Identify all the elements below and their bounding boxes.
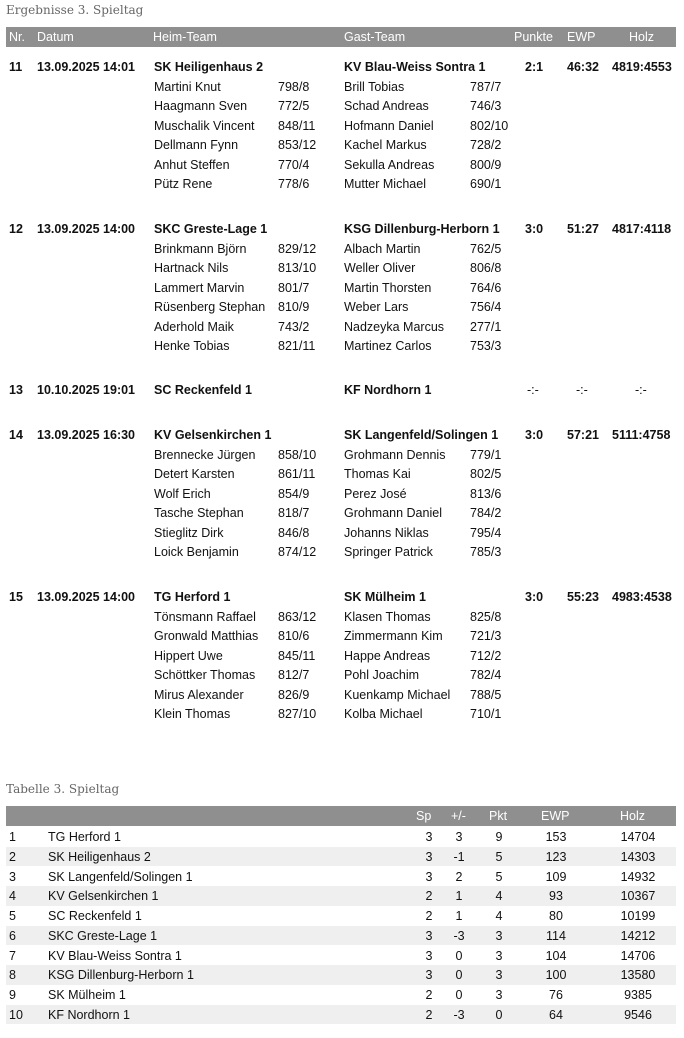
- home-player: Mirus Alexander: [154, 687, 244, 702]
- home-player: Tasche Stephan: [154, 506, 244, 520]
- table-row: [6, 867, 676, 887]
- guest-player-score: 802/5: [470, 467, 502, 481]
- home-player-score: 874/12: [278, 545, 317, 559]
- row-holz: 14212: [620, 928, 656, 943]
- guest-player-score: 764/6: [470, 280, 502, 295]
- guest-player: Brill Tobias: [344, 79, 405, 94]
- row-diff: 2: [455, 869, 463, 884]
- guest-player-score: 784/2: [470, 506, 502, 520]
- table-row: [6, 886, 676, 906]
- row-sp: 2: [425, 1007, 433, 1022]
- guest-player: Perez José: [344, 486, 407, 501]
- guest-player-score: 756/4: [470, 300, 502, 314]
- row-sp: 3: [425, 849, 433, 864]
- row-holz: 9546: [624, 1007, 652, 1022]
- match-points: 3:0: [525, 428, 544, 442]
- home-player-score: 772/5: [278, 99, 310, 113]
- match-points: 3:0: [525, 222, 544, 236]
- guest-player-score: 277/1: [470, 319, 502, 334]
- guest-team: KV Blau-Weiss Sontra 1: [344, 60, 486, 74]
- home-player-score: 810/6: [278, 629, 310, 643]
- row-pos: 8: [9, 968, 16, 983]
- row-sp: 2: [425, 889, 433, 904]
- row-holz: 14932: [620, 869, 656, 884]
- table-row: [6, 926, 676, 946]
- row-holz: 13580: [620, 968, 656, 983]
- row-diff: -3: [453, 928, 465, 943]
- guest-player-score: 762/5: [470, 241, 502, 256]
- guest-player: Albach Martin: [344, 241, 421, 256]
- row-pos: 2: [9, 849, 16, 864]
- row-sp: 3: [425, 869, 433, 884]
- home-player: Stieglitz Dirk: [154, 525, 224, 540]
- home-player-score: 853/12: [278, 138, 317, 152]
- row-team: SC Reckenfeld 1: [48, 909, 142, 923]
- header-ewp: EWP: [567, 30, 596, 44]
- home-player: Lammert Marvin: [154, 280, 245, 295]
- table-title: Tabelle 3. Spieltag: [6, 782, 120, 796]
- row-holz: 9385: [624, 988, 652, 1002]
- home-player: Henke Tobias: [154, 339, 230, 353]
- guest-player: Weller Oliver: [344, 261, 416, 275]
- table-row: [6, 965, 676, 985]
- home-player-score: 827/10: [278, 707, 317, 721]
- guest-player: Johanns Niklas: [344, 525, 429, 540]
- row-pkt: 3: [495, 948, 503, 963]
- home-player: Rüsenberg Stephan: [154, 300, 266, 314]
- row-ewp: 93: [549, 889, 563, 904]
- home-player: Tönsmann Raffael: [154, 609, 256, 624]
- header-holz: Holz: [629, 30, 655, 44]
- guest-player: Klasen Thomas: [344, 609, 431, 624]
- home-player: Pütz Rene: [154, 177, 213, 191]
- row-pos: 3: [9, 869, 16, 884]
- home-player: Brennecke Jürgen: [154, 447, 256, 462]
- match-points: 3:0: [525, 590, 544, 604]
- row-pkt: 3: [495, 988, 503, 1002]
- match-ewp: 51:27: [567, 222, 599, 236]
- home-player-score: 812/7: [278, 668, 310, 682]
- header-diff: +/-: [451, 809, 466, 823]
- guest-player-score: 788/5: [470, 687, 502, 702]
- row-team: KV Blau-Weiss Sontra 1: [48, 948, 182, 963]
- match-holz: 4819:4553: [612, 60, 672, 74]
- row-holz: 10199: [620, 909, 656, 923]
- home-player-score: 821/11: [278, 339, 316, 353]
- home-player: Anhut Steffen: [154, 157, 230, 172]
- row-diff: -1: [453, 849, 465, 864]
- row-ewp: 104: [545, 948, 567, 963]
- home-player-score: 863/12: [278, 609, 317, 624]
- guest-player: Grohmann Daniel: [344, 506, 442, 520]
- header-datum: Datum: [37, 30, 74, 44]
- guest-player-score: 779/1: [470, 447, 502, 462]
- row-pkt: 5: [495, 869, 503, 884]
- home-player: Dellmann Fynn: [154, 138, 239, 152]
- guest-team: SK Langenfeld/Solingen 1: [344, 428, 499, 442]
- guest-player: Zimmermann Kim: [344, 629, 443, 643]
- guest-player-score: 712/2: [470, 648, 502, 663]
- match-date: 13.09.2025 14:00: [37, 590, 136, 604]
- home-player: Haagmann Sven: [154, 99, 248, 113]
- table-row: [6, 847, 676, 867]
- row-pkt: 3: [495, 928, 503, 943]
- home-player-score: 810/9: [278, 300, 310, 314]
- home-player: Aderhold Maik: [154, 319, 234, 334]
- row-team: KSG Dillenburg-Herborn 1: [48, 968, 194, 983]
- match-points: -:-: [527, 383, 539, 397]
- home-player-score: 858/10: [278, 447, 317, 462]
- row-sp: 3: [425, 968, 433, 983]
- header-nr: Nr.: [9, 30, 25, 44]
- match-holz: 5111:4758: [612, 428, 671, 442]
- home-player-score: 813/10: [278, 261, 317, 275]
- row-pkt: 4: [495, 889, 503, 904]
- guest-player-score: 782/4: [470, 668, 502, 682]
- guest-team: KSG Dillenburg-Herborn 1: [344, 222, 500, 236]
- match-nr: 13: [9, 383, 23, 397]
- table-row: [6, 1005, 676, 1025]
- match-ewp: 57:21: [567, 428, 599, 442]
- home-team: SKC Greste-Lage 1: [154, 222, 268, 236]
- table-row: [6, 827, 676, 847]
- row-pos: 4: [9, 889, 16, 904]
- guest-player: Pohl Joachim: [344, 668, 420, 682]
- home-team: KV Gelsenkirchen 1: [154, 428, 272, 442]
- guest-player: Martin Thorsten: [344, 280, 432, 295]
- match-date: 13.09.2025 14:00: [37, 222, 136, 236]
- home-team: TG Herford 1: [154, 590, 231, 604]
- guest-player: Sekulla Andreas: [344, 157, 435, 172]
- home-team: SK Heiligenhaus 2: [154, 60, 264, 74]
- row-ewp: 100: [545, 968, 567, 983]
- match-nr: 14: [9, 428, 23, 442]
- home-player-score: 801/7: [278, 280, 310, 295]
- row-ewp: 64: [549, 1007, 563, 1022]
- guest-player: Kachel Markus: [344, 138, 427, 152]
- header-pkt: Pkt: [489, 809, 508, 823]
- guest-player: Happe Andreas: [344, 648, 431, 663]
- row-pkt: 5: [495, 849, 503, 864]
- guest-player: Weber Lars: [344, 300, 409, 314]
- header-sp: Sp: [416, 809, 432, 823]
- home-player-score: 861/11: [278, 467, 316, 481]
- standings-header: [6, 806, 676, 826]
- row-pkt: 9: [495, 830, 503, 844]
- row-team: SK Mülheim 1: [48, 988, 126, 1002]
- guest-player-score: 795/4: [470, 525, 502, 540]
- home-player-score: 743/2: [278, 319, 310, 334]
- home-player: Loick Benjamin: [154, 545, 239, 559]
- home-player-score: 770/4: [278, 157, 310, 172]
- home-player: Schöttker Thomas: [154, 668, 256, 682]
- match-date: 10.10.2025 19:01: [37, 383, 136, 397]
- home-player-score: 854/9: [278, 486, 310, 501]
- match-date: 13.09.2025 14:01: [37, 60, 136, 74]
- home-player-score: 829/12: [278, 241, 317, 256]
- guest-player: Nadzeyka Marcus: [344, 319, 445, 334]
- row-holz: 14704: [620, 830, 656, 844]
- match-holz: -:-: [635, 383, 647, 397]
- row-team: TG Herford 1: [48, 830, 121, 844]
- guest-team: SK Mülheim 1: [344, 590, 426, 604]
- guest-player-score: 787/7: [470, 79, 502, 94]
- home-player: Klein Thomas: [154, 707, 231, 721]
- row-diff: 1: [455, 889, 463, 904]
- guest-player-score: 802/10: [470, 118, 509, 133]
- guest-player-score: 806/8: [470, 261, 502, 275]
- table-row: [6, 985, 676, 1005]
- row-team: SK Heiligenhaus 2: [48, 849, 151, 864]
- match-ewp: 46:32: [567, 60, 599, 74]
- home-player: Detert Karsten: [154, 467, 235, 481]
- match-nr: 11: [9, 60, 23, 74]
- home-player-score: 848/11: [278, 118, 316, 133]
- home-team: SC Reckenfeld 1: [154, 383, 252, 397]
- home-player-score: 798/8: [278, 79, 310, 94]
- results-title: Ergebnisse 3. Spieltag: [6, 3, 144, 17]
- header-gast: Gast-Team: [344, 30, 406, 44]
- home-player: Hartnack Nils: [154, 261, 229, 275]
- row-pos: 6: [9, 928, 16, 943]
- row-pos: 7: [9, 948, 16, 963]
- row-team: KV Gelsenkirchen 1: [48, 889, 159, 904]
- row-diff: 0: [455, 968, 463, 983]
- match-date: 13.09.2025 16:30: [37, 428, 136, 442]
- home-player: Gronwald Matthias: [154, 629, 259, 643]
- row-sp: 3: [425, 948, 433, 963]
- row-diff: -3: [453, 1007, 465, 1022]
- row-ewp: 153: [545, 830, 567, 844]
- header-heim: Heim-Team: [153, 30, 217, 44]
- match-ewp: 55:23: [567, 590, 599, 604]
- home-player-score: 778/6: [278, 177, 310, 191]
- guest-player-score: 825/8: [470, 609, 502, 624]
- home-player-score: 826/9: [278, 687, 310, 702]
- guest-player-score: 746/3: [470, 99, 502, 113]
- guest-player-score: 710/1: [470, 707, 502, 721]
- row-sp: 3: [425, 928, 433, 943]
- guest-player-score: 813/6: [470, 486, 502, 501]
- row-pkt: 3: [495, 968, 503, 983]
- home-player: Hippert Uwe: [154, 648, 223, 663]
- guest-player: Hofmann Daniel: [344, 118, 434, 133]
- row-ewp: 76: [549, 988, 563, 1002]
- row-holz: 14706: [620, 948, 656, 963]
- guest-player: Kuenkamp Michael: [344, 687, 451, 702]
- row-ewp: 80: [549, 909, 563, 923]
- guest-team: KF Nordhorn 1: [344, 383, 432, 397]
- home-player-score: 845/11: [278, 648, 316, 663]
- guest-player-score: 785/3: [470, 545, 502, 559]
- results-header: [6, 27, 676, 47]
- match-ewp: -:-: [576, 383, 588, 397]
- table-row: [6, 906, 676, 926]
- header-holz: Holz: [620, 809, 646, 823]
- home-player: Martini Knut: [154, 79, 221, 94]
- row-diff: 1: [455, 909, 463, 923]
- guest-player: Schad Andreas: [344, 99, 429, 113]
- row-ewp: 114: [546, 928, 566, 943]
- row-team: KF Nordhorn 1: [48, 1007, 130, 1022]
- row-ewp: 123: [545, 849, 567, 864]
- home-player: Brinkmann Björn: [154, 241, 247, 256]
- row-diff: 3: [455, 830, 463, 844]
- header-punkte: Punkte: [514, 30, 553, 44]
- row-sp: 2: [425, 909, 433, 923]
- row-pkt: 4: [495, 909, 503, 923]
- row-ewp: 109: [545, 869, 567, 884]
- guest-player: Springer Patrick: [344, 545, 433, 559]
- header-ewp: EWP: [541, 809, 570, 823]
- home-player: Muschalik Vincent: [154, 118, 255, 133]
- row-pos: 1: [9, 830, 16, 844]
- row-team: SK Langenfeld/Solingen 1: [48, 869, 193, 884]
- row-pos: 9: [9, 988, 16, 1002]
- guest-player: Martinez Carlos: [344, 339, 432, 353]
- guest-player-score: 690/1: [470, 177, 502, 191]
- guest-player-score: 753/3: [470, 339, 502, 353]
- row-pkt: 0: [495, 1007, 503, 1022]
- row-sp: 3: [425, 830, 433, 844]
- guest-player-score: 728/2: [470, 138, 502, 152]
- match-nr: 15: [9, 590, 23, 604]
- guest-player: Kolba Michael: [344, 707, 423, 721]
- match-nr: 12: [9, 222, 23, 236]
- row-holz: 14303: [620, 849, 656, 864]
- guest-player-score: 800/9: [470, 157, 502, 172]
- home-player: Wolf Erich: [154, 486, 211, 501]
- row-team: SKC Greste-Lage 1: [48, 928, 158, 943]
- match-holz: 4817:4118: [612, 222, 672, 236]
- home-player-score: 846/8: [278, 525, 310, 540]
- row-pos: 10: [9, 1007, 23, 1022]
- guest-player: Thomas Kai: [344, 467, 411, 481]
- table-row: [6, 946, 676, 966]
- guest-player-score: 721/3: [470, 629, 502, 643]
- row-diff: 0: [455, 988, 463, 1002]
- row-diff: 0: [455, 948, 463, 963]
- row-pos: 5: [9, 909, 16, 923]
- row-holz: 10367: [620, 889, 656, 904]
- guest-player: Grohmann Dennis: [344, 447, 446, 462]
- guest-player: Mutter Michael: [344, 177, 426, 191]
- match-holz: 4983:4538: [612, 590, 672, 604]
- row-sp: 2: [425, 988, 433, 1002]
- match-points: 2:1: [525, 60, 544, 74]
- home-player-score: 818/7: [278, 506, 310, 520]
